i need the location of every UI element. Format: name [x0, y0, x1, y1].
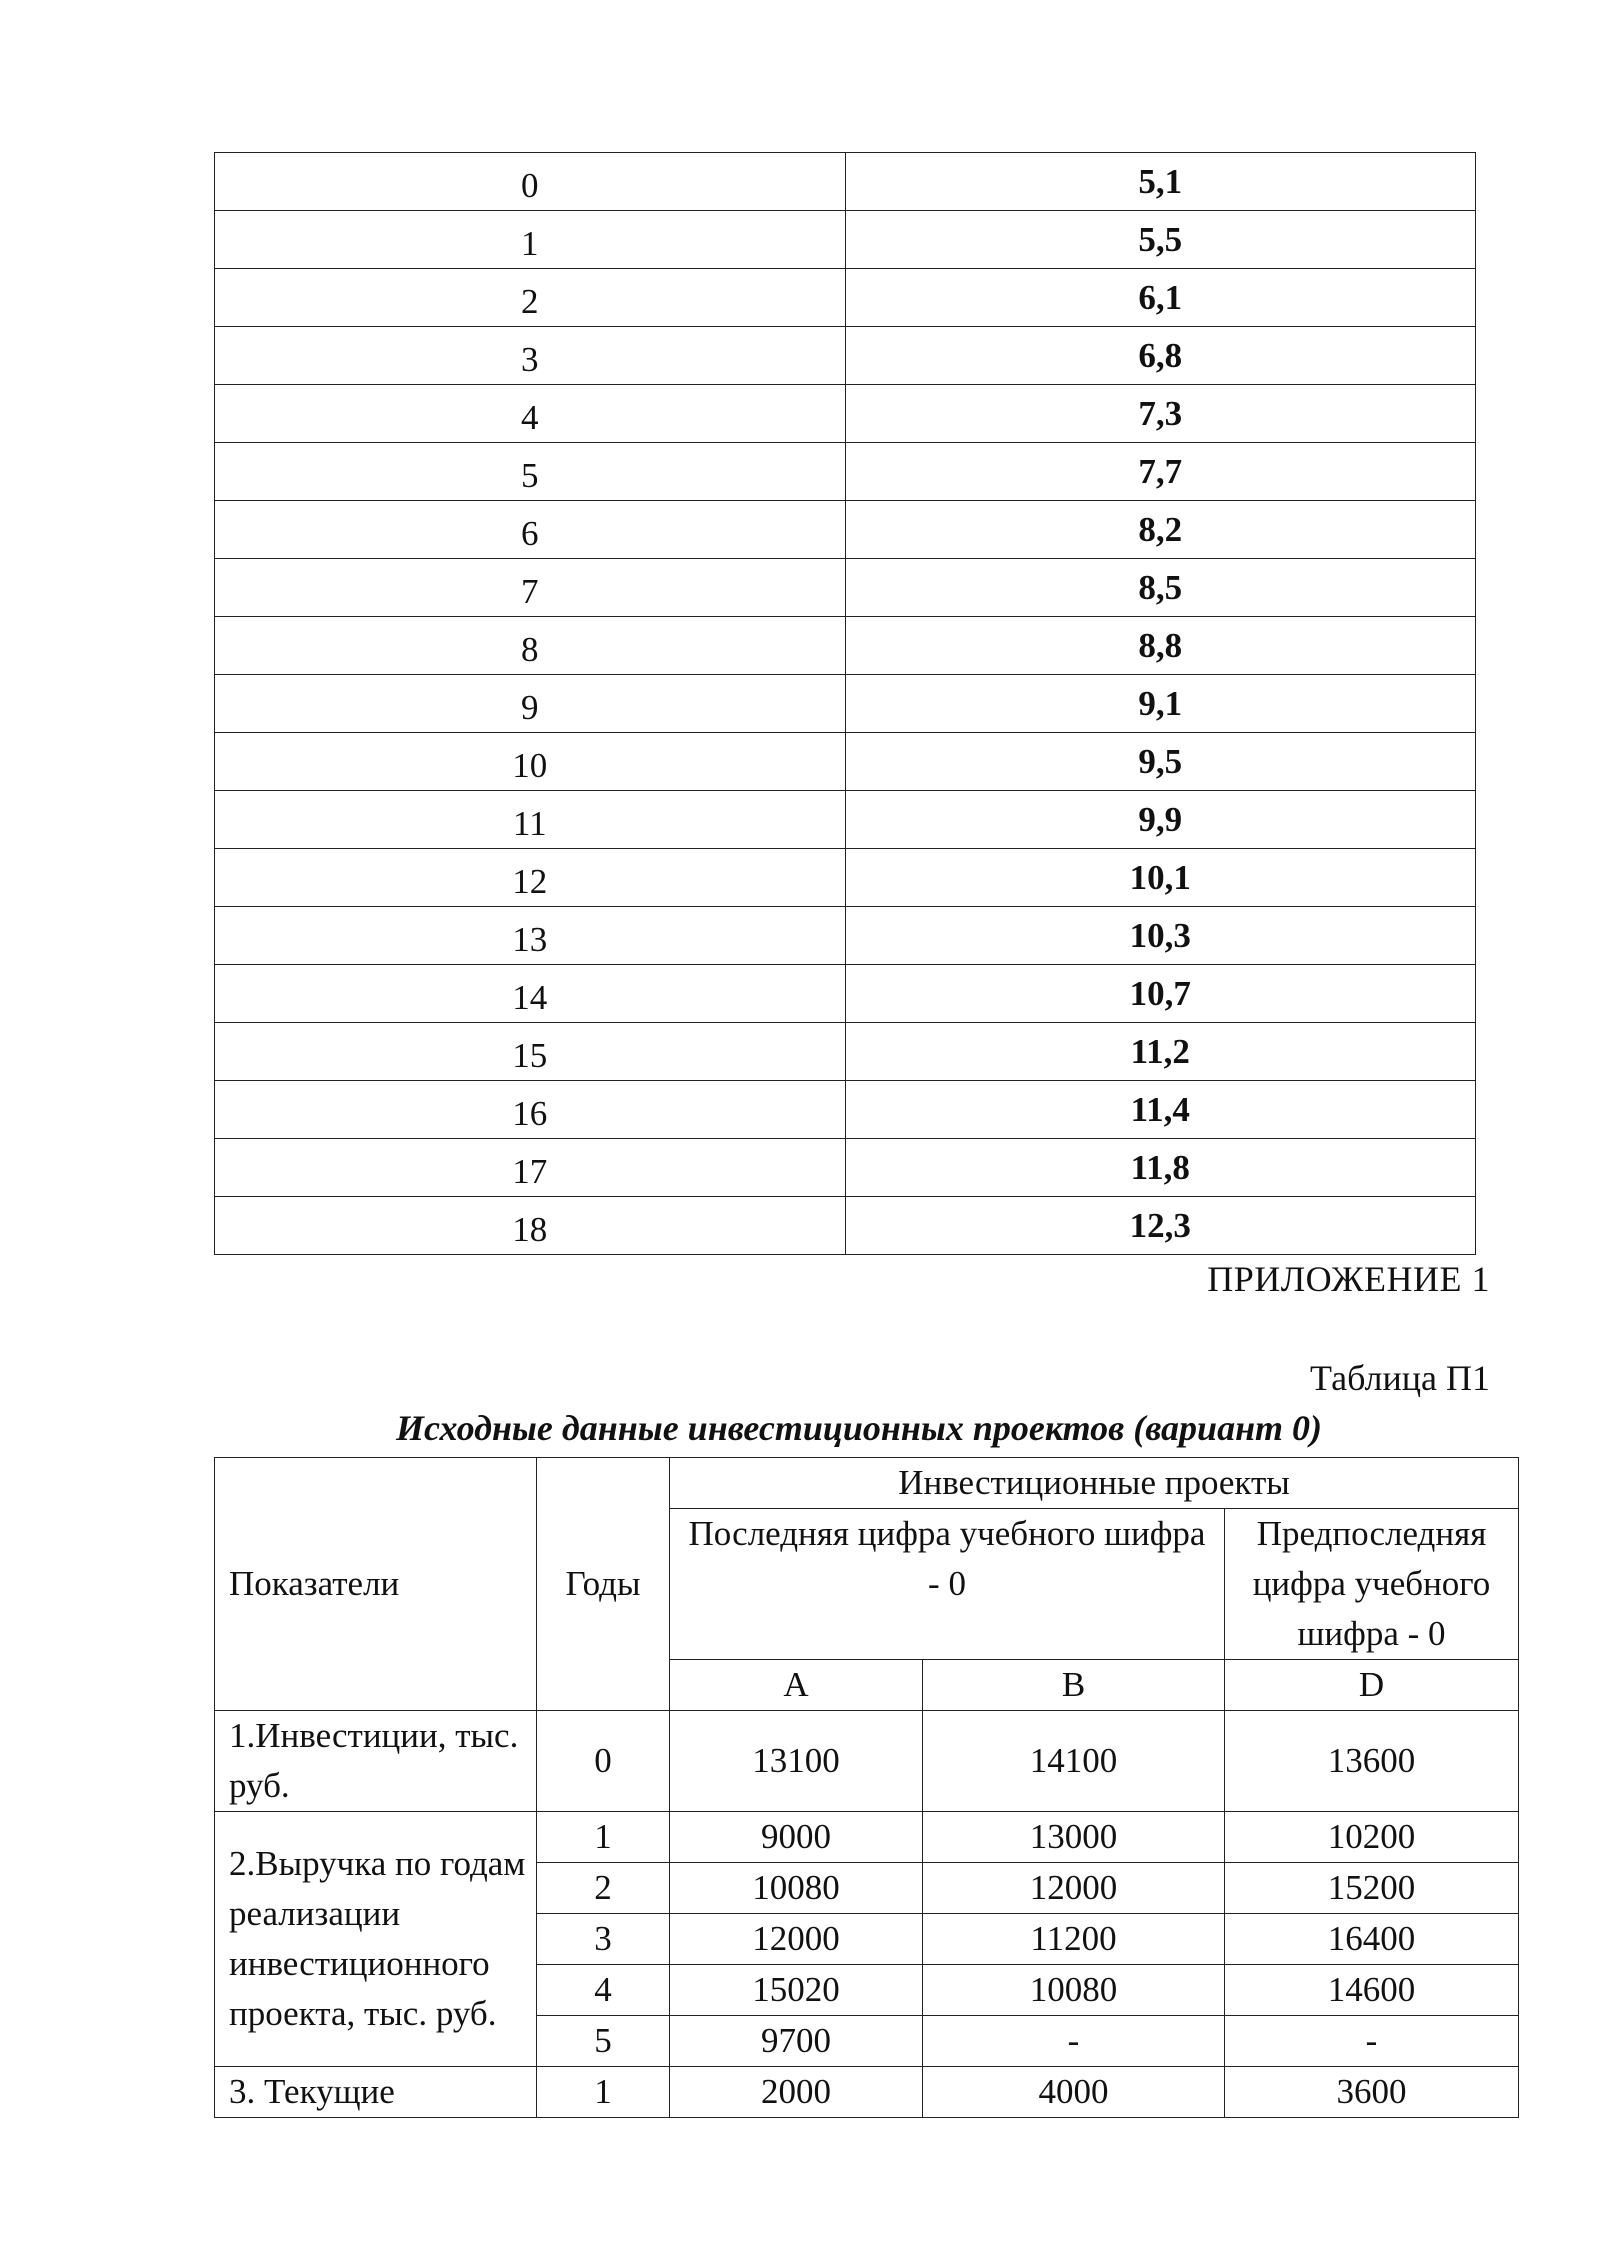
- row-key: 6: [215, 501, 846, 559]
- row-key: 1: [215, 211, 846, 269]
- header-last-digit: Последняя цифра учебного шифра - 0: [670, 1509, 1225, 1660]
- cell-a: 13100: [670, 1711, 923, 1812]
- cell-d: 13600: [1225, 1711, 1519, 1812]
- table-caption: Исходные данные инвестиционных проектов (вариант 0): [395, 1408, 1323, 1448]
- appendix-title: ПРИЛОЖЕНИЕ 1: [1207, 1259, 1490, 1299]
- row-key: 13: [215, 907, 846, 965]
- table-label: Таблица П1: [1310, 1358, 1490, 1398]
- cell-b: 13000: [923, 1812, 1225, 1863]
- header-col-b: B: [923, 1660, 1225, 1711]
- cell-d: 3600: [1225, 2067, 1519, 2118]
- table-row: [215, 907, 1476, 965]
- row-value: 8,5: [845, 559, 1476, 617]
- table-row: [215, 733, 1476, 791]
- cell-year: 2: [537, 1863, 670, 1914]
- row-value: 9,1: [845, 675, 1476, 733]
- row-value: 8,8: [845, 617, 1476, 675]
- row-value: 11,2: [845, 1023, 1476, 1081]
- table-row: [215, 849, 1476, 907]
- cell-a: 9700: [670, 2016, 923, 2067]
- row-label-current: 3. Текущие: [215, 2067, 537, 2118]
- row-value: 11,4: [845, 1081, 1476, 1139]
- rate-table: [214, 152, 1476, 1255]
- row-key: 5: [215, 443, 846, 501]
- cell-b: 10080: [923, 1965, 1225, 2016]
- row-value: 10,7: [845, 965, 1476, 1023]
- table-row: [215, 1081, 1476, 1139]
- cell-d: 14600: [1225, 1965, 1519, 2016]
- table-row: [215, 327, 1476, 385]
- table-row: [215, 559, 1476, 617]
- row-value: 12,3: [845, 1197, 1476, 1255]
- row-value: 7,3: [845, 385, 1476, 443]
- row-value: 9,5: [845, 733, 1476, 791]
- cell-a: 15020: [670, 1965, 923, 2016]
- header-penultimate-digit: Предпоследняя цифра учебного шифра - 0: [1225, 1509, 1519, 1660]
- table-row: [215, 269, 1476, 327]
- row-value: 11,8: [845, 1139, 1476, 1197]
- table-row: [215, 443, 1476, 501]
- table-row: [215, 965, 1476, 1023]
- cell-year: 3: [537, 1914, 670, 1965]
- table-row: [215, 153, 1476, 211]
- row-key: 11: [215, 791, 846, 849]
- cell-d: 10200: [1225, 1812, 1519, 1863]
- row-value: 9,9: [845, 791, 1476, 849]
- cell-year: 0: [537, 1711, 670, 1812]
- table-row: [215, 1197, 1476, 1255]
- row-key: 12: [215, 849, 846, 907]
- table-row: [215, 385, 1476, 443]
- cell-a: 9000: [670, 1812, 923, 1863]
- cell-year: 4: [537, 1965, 670, 2016]
- cell-b: 12000: [923, 1863, 1225, 1914]
- cell-a: 12000: [670, 1914, 923, 1965]
- row-key: 0: [215, 153, 846, 211]
- row-key: 3: [215, 327, 846, 385]
- row-key: 18: [215, 1197, 846, 1255]
- row-label-revenue: 2.Выручка по годам реализации инвестиционного проекта, тыс. руб.: [215, 1812, 537, 2067]
- row-key: 14: [215, 965, 846, 1023]
- header-col-d: D: [1225, 1660, 1519, 1711]
- row-key: 8: [215, 617, 846, 675]
- cell-year: 1: [537, 1812, 670, 1863]
- cell-year: 1: [537, 2067, 670, 2118]
- cell-b: 14100: [923, 1711, 1225, 1812]
- row-value: 6,8: [845, 327, 1476, 385]
- row-key: 4: [215, 385, 846, 443]
- row-key: 7: [215, 559, 846, 617]
- cell-b: 4000: [923, 2067, 1225, 2118]
- table-row: [215, 675, 1476, 733]
- row-key: 16: [215, 1081, 846, 1139]
- row-value: 10,1: [845, 849, 1476, 907]
- table-row: [215, 211, 1476, 269]
- header-years: Годы: [537, 1458, 670, 1711]
- table-row: [215, 501, 1476, 559]
- cell-b: 11200: [923, 1914, 1225, 1965]
- cell-year: 5: [537, 2016, 670, 2067]
- row-value: 5,1: [845, 153, 1476, 211]
- row-label-investments: 1.Инвестиции, тыс. руб.: [215, 1711, 537, 1812]
- cell-d: 15200: [1225, 1863, 1519, 1914]
- header-col-a: A: [670, 1660, 923, 1711]
- table-row: [215, 1023, 1476, 1081]
- row-value: 8,2: [845, 501, 1476, 559]
- table-row: [215, 1139, 1476, 1197]
- row-key: 15: [215, 1023, 846, 1081]
- table-row: [215, 617, 1476, 675]
- header-projects: Инвестиционные проекты: [670, 1458, 1519, 1509]
- cell-a: 2000: [670, 2067, 923, 2118]
- header-indicators: Показатели: [215, 1458, 537, 1711]
- row-key: 2: [215, 269, 846, 327]
- row-value: 5,5: [845, 211, 1476, 269]
- row-key: 9: [215, 675, 846, 733]
- cell-d: 16400: [1225, 1914, 1519, 1965]
- cell-a: 10080: [670, 1863, 923, 1914]
- table-row: [215, 791, 1476, 849]
- row-value: 6,1: [845, 269, 1476, 327]
- row-key: 17: [215, 1139, 846, 1197]
- investment-projects-table: [214, 1457, 1519, 2118]
- cell-b: -: [923, 2016, 1225, 2067]
- cell-d: -: [1225, 2016, 1519, 2067]
- row-value: 10,3: [845, 907, 1476, 965]
- row-value: 7,7: [845, 443, 1476, 501]
- row-key: 10: [215, 733, 846, 791]
